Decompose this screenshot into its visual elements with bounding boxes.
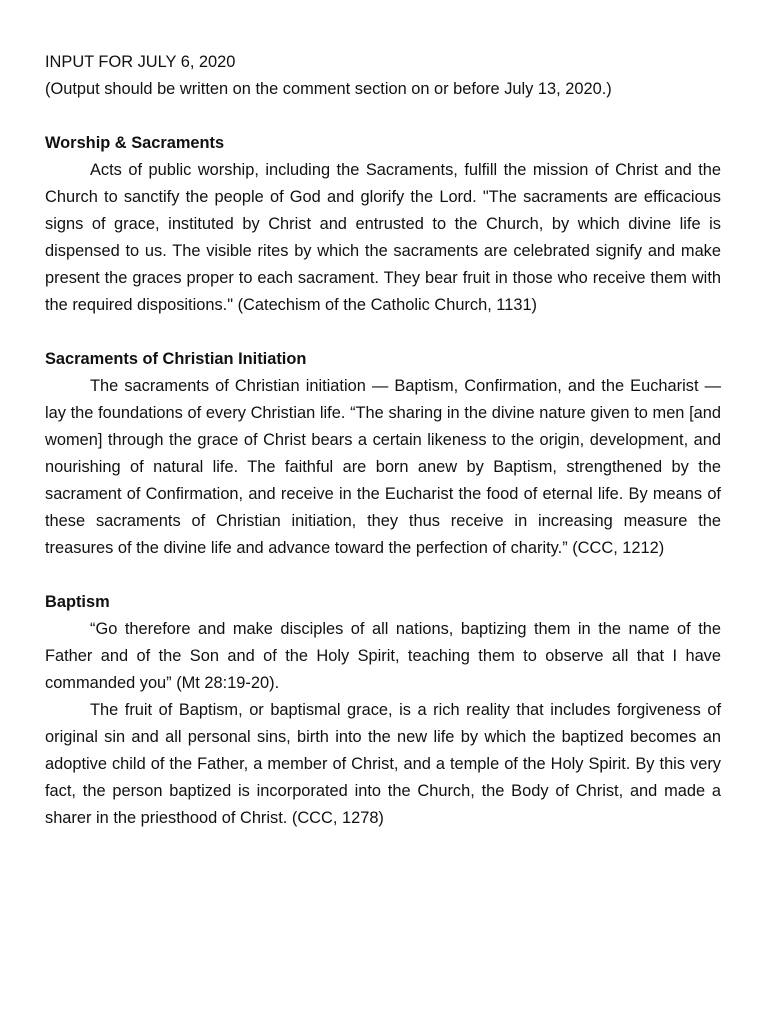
output-instruction-line: (Output should be written on the comment section on or before July 13, 2020.) bbox=[45, 80, 612, 98]
section-paragraph: The fruit of Baptism, or baptismal grace, is a rich reality that includes forgiveness of original sin and all personal sins, birth into the new life by which the baptized becomes an adoptive child of the Father, a member of Christ, and a temple of the Holy Spirit. By this very fact, the person baptized is incorporated into the Church, the Body of Christ, and made a sharer in the priesthood of Christ. (CCC, 1278) bbox=[45, 701, 721, 827]
section-paragraph: Acts of public worship, including the Sacraments, fulfill the mission of Christ and the Church to sanctify the people of God and glorify the Lord. "The sacraments are efficacious signs of grace, instituted by Christ and entrusted to the Church, by which divine life is dispensed to us. The visible rites by which the sacraments are celebrated signify and make present the graces proper to each sacrament. They bear fruit in those who receive them with the required dispositions." (Catechism of the Catholic Church, 1131) bbox=[45, 161, 721, 314]
section-baptism bbox=[45, 589, 721, 832]
section-heading: Baptism bbox=[45, 593, 110, 611]
input-date-line: INPUT FOR JULY 6, 2020 bbox=[45, 53, 236, 71]
spacer bbox=[45, 562, 721, 589]
document-body bbox=[45, 49, 721, 832]
section-christian-initiation bbox=[45, 346, 721, 562]
spacer bbox=[45, 103, 721, 130]
section-heading: Sacraments of Christian Initiation bbox=[45, 350, 307, 368]
section-worship-sacraments bbox=[45, 130, 721, 319]
spacer bbox=[45, 319, 721, 346]
section-heading: Worship & Sacraments bbox=[45, 134, 225, 152]
section-paragraph: “Go therefore and make disciples of all nations, baptizing them in the name of the Father and of the Son and of the Holy Spirit, teaching them to observe all that I have commanded you” (Mt 28:19-20). bbox=[45, 620, 721, 692]
section-paragraph: The sacraments of Christian initiation — Baptism, Confirmation, and the Eucharist — lay the foundations of every Christian life. “The sharing in the divine nature given to men [and women] through the grace of Christ bears a certain likeness to the origin, development, and nourishing of natural life. The faithful are born anew by Baptism, strengthened by the sacrament of Confirmation, and receive in the Eucharist the food of eternal life. By means of these sacraments of Christian initiation, they thus receive in increasing measure the treasures of the divine life and advance toward the perfection of charity.” (CCC, 1212) bbox=[45, 377, 721, 557]
